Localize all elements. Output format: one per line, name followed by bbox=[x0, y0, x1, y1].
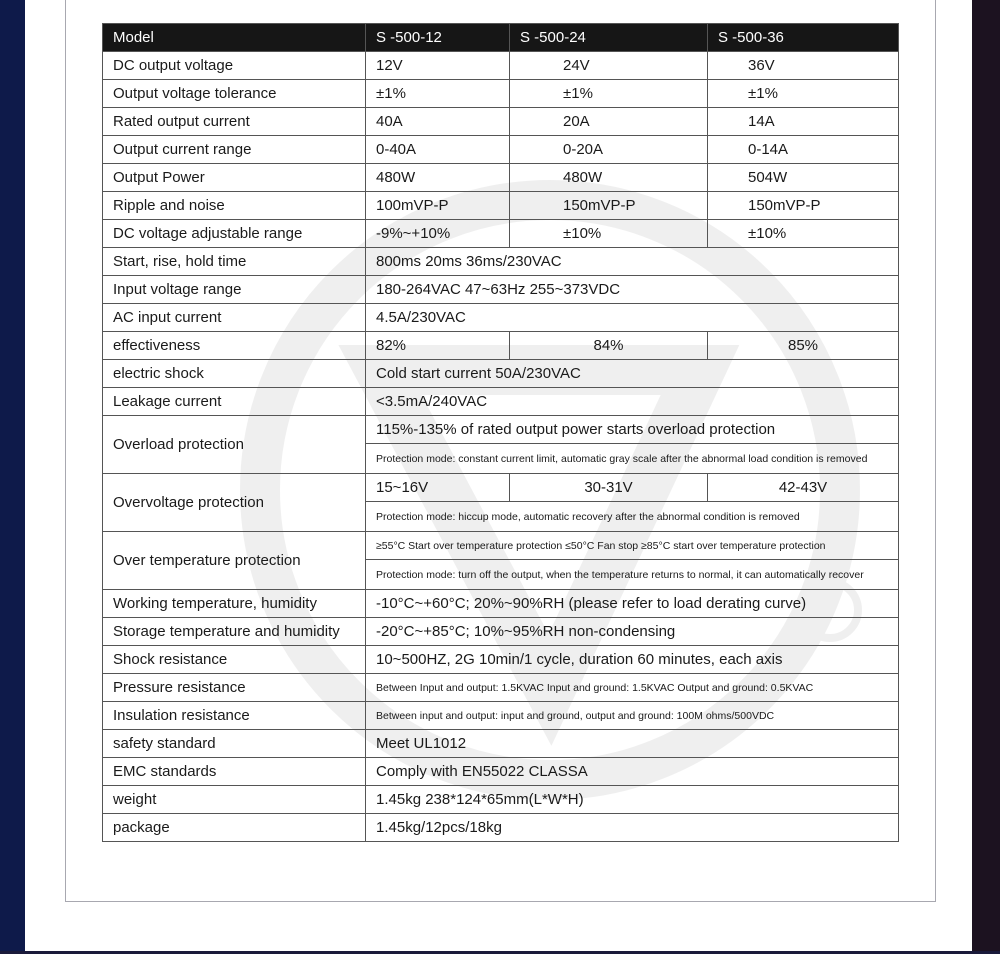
row-value: 0-14A bbox=[708, 136, 899, 164]
row-label: weight bbox=[103, 786, 366, 814]
row-value: 24V bbox=[510, 52, 708, 80]
table-header-row bbox=[103, 24, 899, 52]
row-value: 480W bbox=[366, 164, 510, 192]
row-value: 180-264VAC 47~63Hz 255~373VDC bbox=[366, 276, 899, 304]
row-label: effectiveness bbox=[103, 332, 366, 360]
row-label: Shock resistance bbox=[103, 646, 366, 674]
row-label: Pressure resistance bbox=[103, 674, 366, 702]
row-label: DC voltage adjustable range bbox=[103, 220, 366, 248]
row-value: 20A bbox=[510, 108, 708, 136]
row-value: Protection mode: hiccup mode, automatic recovery after the abnormal condition is removed bbox=[366, 502, 899, 532]
table-row bbox=[103, 80, 899, 108]
header-s-500-36: S -500-36 bbox=[708, 24, 899, 52]
row-value: Between Input and output: 1.5KVAC Input and ground: 1.5KVAC Output and ground: 0.5KVAC bbox=[366, 674, 899, 702]
row-value: 85% bbox=[708, 332, 899, 360]
table-row bbox=[103, 276, 899, 304]
header-s-500-24: S -500-24 bbox=[510, 24, 708, 52]
row-label: Output current range bbox=[103, 136, 366, 164]
row-label: Overvoltage protection bbox=[103, 474, 366, 532]
row-value: 42-43V bbox=[708, 474, 899, 502]
row-value: ±10% bbox=[708, 220, 899, 248]
row-value: Cold start current 50A/230VAC bbox=[366, 360, 899, 388]
row-value: 14A bbox=[708, 108, 899, 136]
spec-table bbox=[102, 23, 899, 842]
row-label: electric shock bbox=[103, 360, 366, 388]
row-value: 1.45kg 238*124*65mm(L*W*H) bbox=[366, 786, 899, 814]
table-row bbox=[103, 416, 899, 444]
table-row bbox=[103, 474, 899, 502]
row-value: 150mVP-P bbox=[708, 192, 899, 220]
row-value: 150mVP-P bbox=[510, 192, 708, 220]
row-value: Meet UL1012 bbox=[366, 730, 899, 758]
table-row bbox=[103, 532, 899, 560]
header-s-500-12: S -500-12 bbox=[366, 24, 510, 52]
table-row bbox=[103, 618, 899, 646]
spec-table-body bbox=[103, 52, 899, 842]
table-row bbox=[103, 590, 899, 618]
row-value: 84% bbox=[510, 332, 708, 360]
row-label: DC output voltage bbox=[103, 52, 366, 80]
row-label: AC input current bbox=[103, 304, 366, 332]
row-value: -9%~+10% bbox=[366, 220, 510, 248]
row-value: ±1% bbox=[366, 80, 510, 108]
row-value: 10~500HZ, 2G 10min/1 cycle, duration 60 minutes, each axis bbox=[366, 646, 899, 674]
row-value: ±10% bbox=[510, 220, 708, 248]
table-row bbox=[103, 136, 899, 164]
table-row bbox=[103, 388, 899, 416]
right-background-strip bbox=[972, 0, 1000, 954]
table-row bbox=[103, 52, 899, 80]
row-value: ±1% bbox=[708, 80, 899, 108]
table-row bbox=[103, 248, 899, 276]
row-label: Working temperature, humidity bbox=[103, 590, 366, 618]
row-value: Comply with EN55022 CLASSA bbox=[366, 758, 899, 786]
row-value: 100mVP-P bbox=[366, 192, 510, 220]
table-row bbox=[103, 332, 899, 360]
row-value: 1.45kg/12pcs/18kg bbox=[366, 814, 899, 842]
row-value: 0-20A bbox=[510, 136, 708, 164]
row-value: 15~16V bbox=[366, 474, 510, 502]
header-model: Model bbox=[103, 24, 366, 52]
row-value: 30-31V bbox=[510, 474, 708, 502]
table-row bbox=[103, 192, 899, 220]
left-background-strip bbox=[0, 0, 25, 954]
row-value: Protection mode: turn off the output, when the temperature returns to normal, it can automatically recover bbox=[366, 560, 899, 590]
row-value: 12V bbox=[366, 52, 510, 80]
row-label: safety standard bbox=[103, 730, 366, 758]
table-row bbox=[103, 786, 899, 814]
row-value: 504W bbox=[708, 164, 899, 192]
row-label: Output Power bbox=[103, 164, 366, 192]
table-row bbox=[103, 702, 899, 730]
row-label: EMC standards bbox=[103, 758, 366, 786]
table-row bbox=[103, 730, 899, 758]
table-row bbox=[103, 758, 899, 786]
row-label: Ripple and noise bbox=[103, 192, 366, 220]
row-label: Over temperature protection bbox=[103, 532, 366, 590]
row-value: 480W bbox=[510, 164, 708, 192]
row-label: Start, rise, hold time bbox=[103, 248, 366, 276]
table-row bbox=[103, 814, 899, 842]
table-row bbox=[103, 108, 899, 136]
row-value: 40A bbox=[366, 108, 510, 136]
row-label: package bbox=[103, 814, 366, 842]
table-row bbox=[103, 164, 899, 192]
row-value: <3.5mA/240VAC bbox=[366, 388, 899, 416]
row-label: Leakage current bbox=[103, 388, 366, 416]
row-value: -10°C~+60°C; 20%~90%RH (please refer to load derating curve) bbox=[366, 590, 899, 618]
row-value: 82% bbox=[366, 332, 510, 360]
row-label: Output voltage tolerance bbox=[103, 80, 366, 108]
row-value: 36V bbox=[708, 52, 899, 80]
row-label: Rated output current bbox=[103, 108, 366, 136]
row-value: -20°C~+85°C; 10%~95%RH non-condensing bbox=[366, 618, 899, 646]
table-row bbox=[103, 360, 899, 388]
row-value: ≥55°C Start over temperature protection ≤50°C Fan stop ≥85°C start over temperature protection bbox=[366, 532, 899, 560]
row-value: 115%-135% of rated output power starts overload protection bbox=[366, 416, 899, 444]
table-row bbox=[103, 304, 899, 332]
table-row bbox=[103, 646, 899, 674]
row-value: Protection mode: constant current limit, automatic gray scale after the abnormal load condition is removed bbox=[366, 444, 899, 474]
row-label: Insulation resistance bbox=[103, 702, 366, 730]
row-value: 4.5A/230VAC bbox=[366, 304, 899, 332]
row-label: Storage temperature and humidity bbox=[103, 618, 366, 646]
row-label: Input voltage range bbox=[103, 276, 366, 304]
row-value: Between input and output: input and ground, output and ground: 100M ohms/500VDC bbox=[366, 702, 899, 730]
table-row bbox=[103, 674, 899, 702]
row-value: 0-40A bbox=[366, 136, 510, 164]
row-value: ±1% bbox=[510, 80, 708, 108]
table-row bbox=[103, 220, 899, 248]
row-label: Overload protection bbox=[103, 416, 366, 474]
row-value: 800ms 20ms 36ms/230VAC bbox=[366, 248, 899, 276]
